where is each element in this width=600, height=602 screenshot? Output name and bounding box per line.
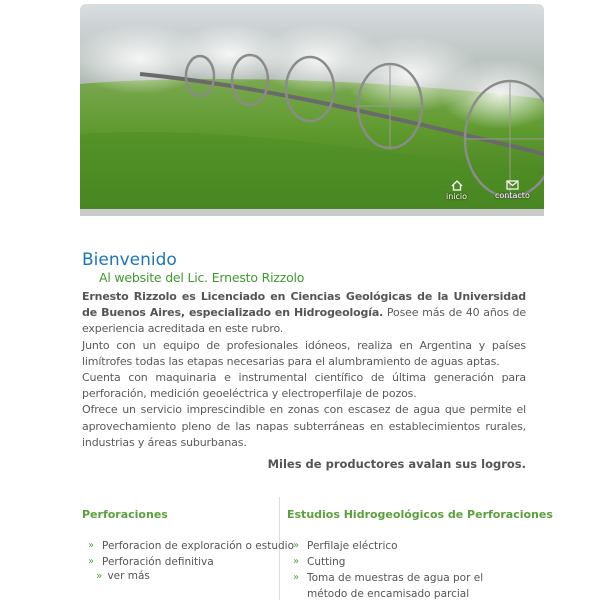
intro-text bbox=[82, 289, 526, 451]
perforaciones-title: Perforaciones bbox=[82, 508, 168, 521]
intro-rest: Posee más de 40 años de experiencia acreditada en este rubro. bbox=[82, 306, 526, 336]
nav-contacto-label: contacto bbox=[495, 191, 530, 200]
home-icon bbox=[451, 180, 463, 191]
nav-inicio-label: inicio bbox=[446, 192, 468, 201]
estudios-list bbox=[293, 538, 523, 602]
arrow-bullet-icon: » bbox=[293, 556, 300, 567]
welcome-title: Bienvenido bbox=[82, 250, 177, 270]
arrow-bullet-icon: » bbox=[293, 540, 300, 551]
list-item-label: Perforación definitiva bbox=[102, 556, 214, 568]
ver-mas-label: ver más bbox=[107, 570, 150, 582]
list-item[interactable] bbox=[88, 554, 294, 570]
irrigation-field-picture bbox=[80, 4, 544, 209]
arrow-bullet-icon: » bbox=[96, 570, 103, 582]
arrow-bullet-icon: » bbox=[88, 540, 95, 551]
nav-contacto-link[interactable] bbox=[495, 180, 530, 200]
list-item-label: Perfilaje eléctrico bbox=[307, 540, 398, 552]
arrow-bullet-icon: » bbox=[88, 556, 95, 567]
nav-inicio-link[interactable] bbox=[446, 180, 467, 201]
ver-mas-link[interactable] bbox=[96, 570, 150, 582]
claim-text: Miles de productores avalan sus logros. bbox=[267, 457, 526, 471]
welcome-subtitle: Al website del Lic. Ernesto Rizzolo bbox=[99, 270, 305, 285]
arrow-bullet-icon: » bbox=[293, 572, 300, 583]
intro-paragraph-4: Ofrece un servicio imprescindible en zonas con escasez de agua que permite el aprovechamiento pleno de las napas subterráneas en establecimientos rurales, industrias y áreas suburbanas. bbox=[82, 403, 526, 449]
list-item[interactable] bbox=[293, 554, 523, 570]
intro-bold: Ernesto Rizzolo es Licenciado en Ciencias Geológicas de la Universidad de Buenos Aires, especializado en Hidrogeología. bbox=[82, 290, 526, 320]
intro-paragraph-2: Junto con un equipo de profesionales idóneos, realiza en Argentina y países limítrofes todas las etapas necesarias para el alumbramiento de aguas aptas. bbox=[82, 338, 526, 368]
list-item-label: Cutting bbox=[307, 556, 346, 568]
list-item-label: Perforacion de exploración o estudio bbox=[102, 540, 294, 552]
estudios-title: Estudios Hidrogeológicos de Perforaciones bbox=[287, 508, 553, 521]
list-item[interactable] bbox=[293, 570, 523, 602]
list-item[interactable] bbox=[293, 538, 523, 554]
intro-paragraph-3: Cuenta con maquinaria e instrumental científico de última generación para perforación, medición geoeléctrica y electroperfilaje de pozos. bbox=[82, 371, 526, 401]
hero-bottom-bar bbox=[80, 209, 544, 216]
list-item[interactable] bbox=[88, 538, 294, 554]
intro-paragraph-1 bbox=[82, 289, 526, 338]
mail-icon bbox=[506, 180, 519, 190]
hero-banner-image bbox=[80, 4, 544, 209]
perforaciones-list bbox=[88, 538, 294, 570]
list-item-label: Toma de muestras de agua por el método de encamisado parcial bbox=[307, 572, 484, 600]
